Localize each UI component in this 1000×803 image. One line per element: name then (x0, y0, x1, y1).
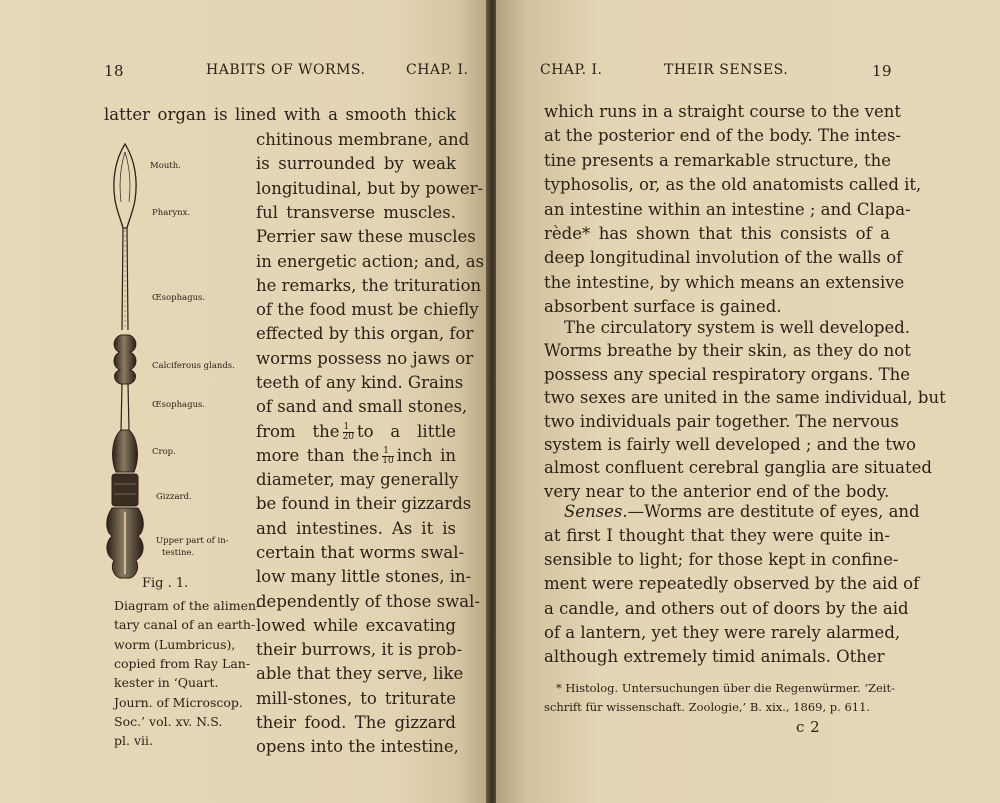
text-line: two individuals pair together. The nervous (544, 411, 899, 431)
text-line: system is fairly well developed ; and the two (544, 435, 916, 454)
text-line: very near to the anterior end of the body. (544, 481, 890, 501)
text-line: Diagram of the alimen- (114, 598, 261, 613)
text-line: Perrier saw these muscles (256, 227, 476, 247)
text-line: absorbent surface is gained. (544, 297, 782, 317)
text-line: dependently of those swal- (256, 591, 480, 611)
text-line: Soc.’ vol. xv. N.S. (114, 713, 223, 729)
fraction-denominator: 20 (342, 432, 354, 442)
text-line: lowed while excavating (256, 615, 456, 635)
text-line: pl. vii. (114, 733, 153, 749)
text-line: of sand and small stones, (256, 397, 468, 417)
text-line: of a lantern, yet they were rarely alarmed, (544, 622, 901, 642)
text-line: a candle, and others out of doors by the aid (544, 598, 909, 618)
earthworm-alimentary-canal-illustration (100, 140, 150, 580)
figure-title: Fig . 1. (142, 576, 189, 591)
text-line: opens into the intestine, (256, 737, 459, 757)
text-line: at first I thought that they were quite in- (544, 526, 890, 545)
label-upper-intestine-line-2: testine. (162, 548, 195, 558)
text-line: which runs in a straight course to the vent (544, 102, 901, 121)
text-line: worm (Lumbricus), (114, 636, 236, 652)
fraction-numerator: 1 (382, 447, 393, 457)
text-line: he remarks, the trituration (256, 275, 482, 295)
text-line: copied from Ray Lan- (114, 655, 251, 671)
text-line: be found in their gizzards (256, 494, 472, 514)
left-page-number: 18 (104, 62, 125, 80)
text-line: an intestine within an intestine ; and Clapa- (544, 199, 911, 219)
fraction-line-2-after: inch in (396, 446, 457, 465)
left-first-line: latter organ is lined with a smooth thick (104, 105, 456, 124)
text-line: Worms breathe by their skin, as they do not (544, 341, 911, 361)
label-oesophagus-2: Œsophagus. (152, 400, 206, 410)
text-line: at the posterior end of the body. The intes- (544, 126, 901, 146)
text-line: ful transverse muscles. (256, 202, 456, 222)
text-line: possess any special respiratory organs. The (544, 364, 910, 384)
text-line: schrift für wissenschaft. Zoologie,’ B. xix., 1869, p. 611. (544, 700, 871, 714)
text-line: tary canal of an earth- (114, 617, 256, 633)
right-page (496, 0, 1000, 803)
label-crop: Crop. (152, 447, 176, 457)
fraction-denominator: 10 (382, 456, 394, 466)
fraction-one-tenth (382, 447, 393, 466)
senses-first-line (564, 500, 920, 524)
fraction-line-2-before: more than the (256, 446, 380, 465)
right-page-number: 19 (872, 62, 893, 80)
fraction-line-2 (256, 444, 456, 468)
text-line: typhosolis, or, as the old anatomists called it, (544, 175, 922, 195)
text-line: rède* has shown that this consists of a (544, 224, 890, 243)
label-calciferous-glands: Calciferous glands. (152, 361, 235, 371)
text-line: the intestine, by which means an extensive (544, 272, 905, 292)
left-chapter-label: CHAP. I. (406, 62, 469, 78)
text-line: longitudinal, but by power- (256, 178, 484, 198)
fraction-line-1 (256, 420, 456, 444)
text-line: two sexes are united in the same individual, but (544, 388, 946, 408)
text-line: ment were repeatedly observed by the aid of (544, 574, 920, 594)
text-line: in energetic action; and, as (256, 251, 485, 271)
senses-heading: Senses. (564, 502, 628, 521)
text-line: The circulatory system is well developed. (564, 318, 911, 337)
fraction-line-1-before: from the (256, 422, 340, 441)
right-chapter-label: CHAP. I. (540, 62, 603, 78)
left-page (0, 0, 488, 803)
label-gizzard: Gizzard. (156, 492, 192, 502)
text-line: teeth of any kind. Grains (256, 373, 464, 392)
fraction-line-1-after: to a little (356, 422, 457, 441)
text-line: although extremely timid animals. Other (544, 647, 885, 666)
label-pharynx: Pharynx. (152, 208, 191, 218)
signature-mark: c 2 (796, 718, 821, 736)
text-line: low many little stones, in- (256, 567, 472, 587)
right-running-title: THEIR SENSES. (664, 62, 789, 78)
text-line: diameter, may generally (256, 470, 459, 489)
text-line: able that they serve, like (256, 664, 464, 684)
text-line: worms possess no jaws or (256, 348, 474, 368)
text-line: deep longitudinal involution of the walls of (544, 248, 903, 268)
text-line: almost confluent cerebral ganglia are situated (544, 458, 932, 478)
text-line: kester in ‘Quart. (114, 675, 219, 691)
text-line: their food. The gizzard (256, 713, 456, 732)
text-line: sensible to light; for those kept in confine- (544, 550, 899, 570)
label-upper-intestine-line-1: Upper part of in- (156, 536, 229, 546)
fraction-one-twentieth (343, 423, 354, 442)
text-line: mill-stones, to triturate (256, 688, 456, 708)
left-running-title: HABITS OF WORMS. (206, 62, 366, 78)
text-line: of the food must be chiefly (256, 300, 479, 320)
label-oesophagus-1: Œsophagus. (152, 293, 206, 303)
text-line: and intestines. As it is (256, 518, 456, 538)
text-line: * Histolog. Untersuchungen über die Regenwürmer. ‘Zeit- (556, 681, 895, 695)
fraction-numerator: 1 (343, 423, 354, 433)
text-line: is surrounded by weak (256, 154, 456, 174)
text-line: chitinous membrane, and (256, 130, 470, 149)
senses-first-line-rest: —Worms are destitute of eyes, and (627, 502, 920, 521)
text-line: effected by this organ, for (256, 324, 474, 344)
text-line: their burrows, it is prob- (256, 640, 463, 660)
text-line: certain that worms swal- (256, 542, 465, 562)
text-line: Journ. of Microscop. (114, 694, 243, 710)
label-mouth: Mouth. (150, 161, 181, 171)
text-line: tine presents a remarkable structure, the (544, 150, 892, 170)
